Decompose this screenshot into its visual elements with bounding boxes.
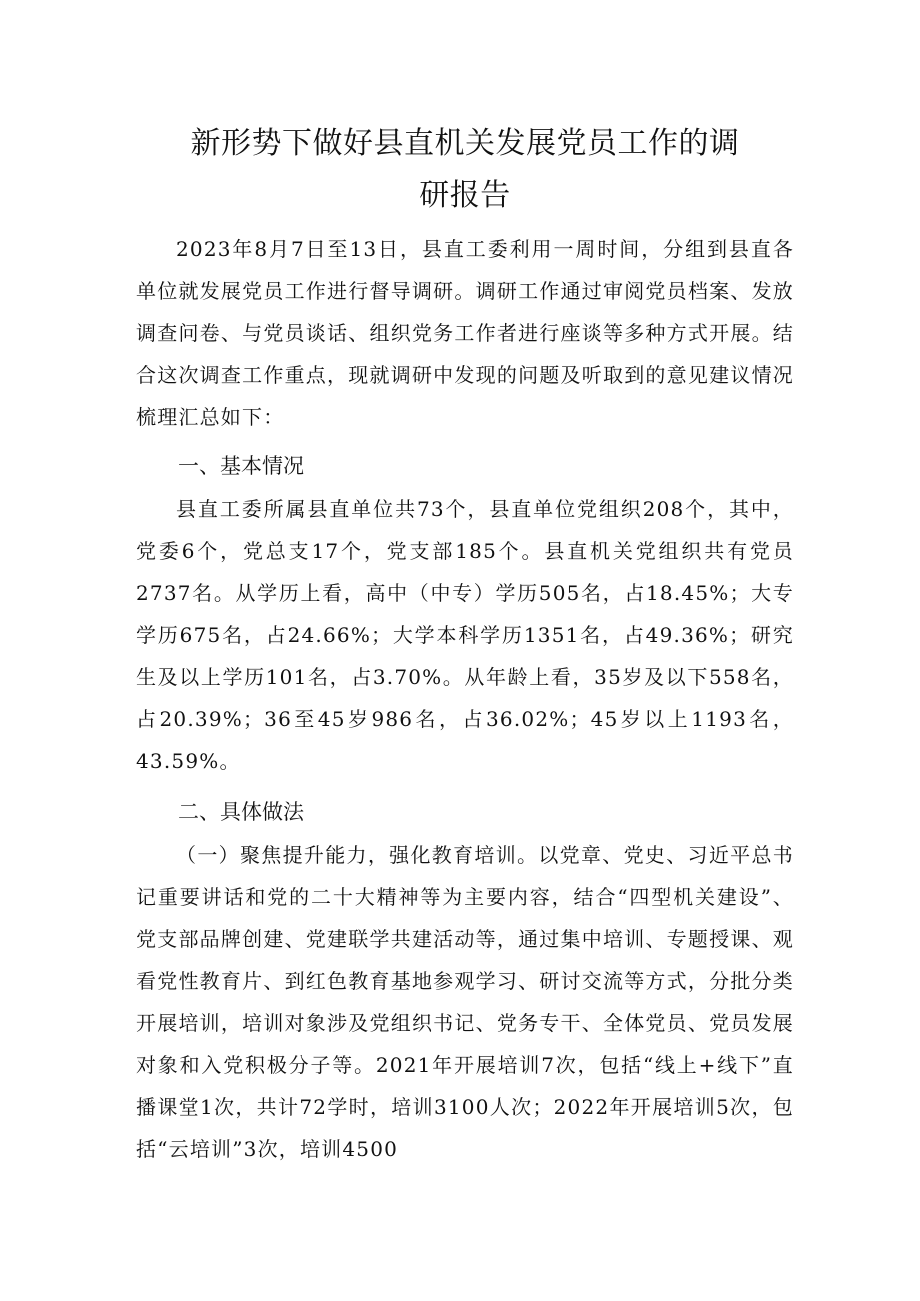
section-heading-basic-situation: 一、基本情况: [178, 454, 304, 478]
section-heading-specific-practices: 二、具体做法: [178, 800, 304, 824]
title-line-2: 研报告: [419, 178, 511, 213]
document-title: [136, 118, 794, 222]
title-line-1: 新形势下做好县直机关发展党员工作的调: [190, 126, 740, 161]
intro-paragraph: 2023年8月7日至13日，县直工委利用一周时间，分组到县直各单位就发展党员工作进行督导调研。调研工作通过审阅党员档案、发放调查问卷、与党员谈话、组织党务工作者进行座谈等多种方式开展。结合这次调查工作重点，现就调研中发现的问题及听取到的意见建议情况梳理汇总如下：: [136, 237, 794, 429]
basic-situation-paragraph: 县直工委所属县直单位共73个，县直单位党组织208个，其中，党委6个，党总支17个，党支部185个。县直机关党组织共有党员2737名。从学历上看，高中（中专）学历505名，占18.45%；大专学历675名，占24.66%；大学本科学历1351名，占49.36%；研究生及以上学历101名，占3.70%。从年龄上看，35岁及以下558名，占20.39%；36至45岁986名，占36.02%；45岁以上1193名，43.59%。: [136, 497, 794, 773]
practices-paragraph-1: （一）聚焦提升能力，强化教育培训。以党章、党史、习近平总书记重要讲话和党的二十大精神等为主要内容，结合“四型机关建设”、党支部品牌创建、党建联学共建活动等，通过集中培训、专题授课、观看党性教育片、到红色教育基地参观学习、研讨交流等方式，分批分类开展培训，培训对象涉及党组织书记、党务专干、全体党员、党员发展对象和入党积极分子等。2021年开展培训7次，包括“线上+线下”直播课堂1次，共计72学时，培训3100人次；2022年开展培训5次，包括“云培训”3次，培训4500: [136, 843, 794, 1161]
